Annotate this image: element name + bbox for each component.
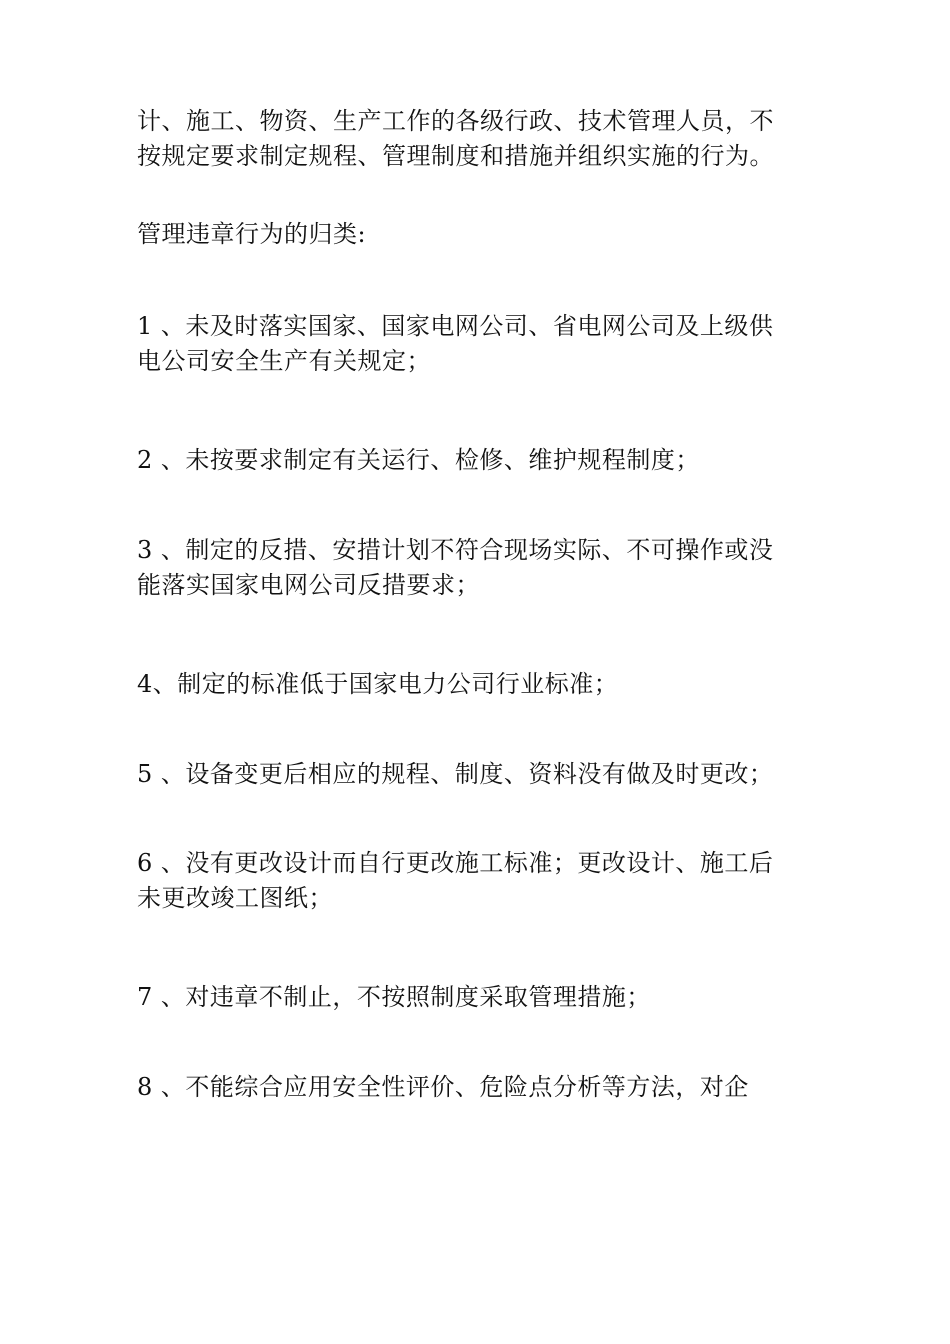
list-item-line: 2 、未按要求制定有关运行、检修、维护规程制度；	[137, 446, 700, 474]
heading-text: 管理违章行为的归类:	[137, 220, 367, 248]
list-item-line: 8 、不能综合应用安全性评价、危险点分析等方法，对企	[137, 1073, 749, 1101]
list-item-line: 6 、没有更改设计而自行更改施工标准；更改设计、施工后	[137, 849, 774, 877]
list-item-line: 1 、未及时落实国家、国家电网公司、省电网公司及上级供	[137, 312, 774, 340]
list-item-line: 3 、制定的反措、安措计划不符合现场实际、不可操作或没	[137, 536, 774, 564]
list-item	[137, 757, 827, 792]
list-item-line: 4、制定的标准低于国家电力公司行业标准；	[137, 670, 619, 698]
list-item	[137, 1070, 827, 1105]
intro-paragraph	[137, 104, 827, 174]
list-item	[137, 846, 827, 916]
list-item-line: 电公司安全生产有关规定；	[137, 347, 431, 375]
list-item-line: 能落实国家电网公司反措要求；	[137, 571, 480, 599]
list-item-line: 5 、设备变更后相应的规程、制度、资料没有做及时更改；	[137, 760, 774, 788]
paragraph-line: 按规定要求制定规程、管理制度和措施并组织实施的行为。	[137, 142, 774, 170]
list-item	[137, 980, 827, 1015]
list-item	[137, 443, 827, 478]
list-item-line: 7 、对违章不制止，不按照制度采取管理措施；	[137, 983, 651, 1011]
section-heading	[137, 217, 827, 252]
list-item-line: 未更改竣工图纸；	[137, 884, 333, 912]
list-item	[137, 309, 827, 379]
list-item	[137, 533, 827, 603]
paragraph-line: 计、施工、物资、生产工作的各级行政、技术管理人员，不	[137, 107, 774, 135]
list-item	[137, 667, 827, 702]
